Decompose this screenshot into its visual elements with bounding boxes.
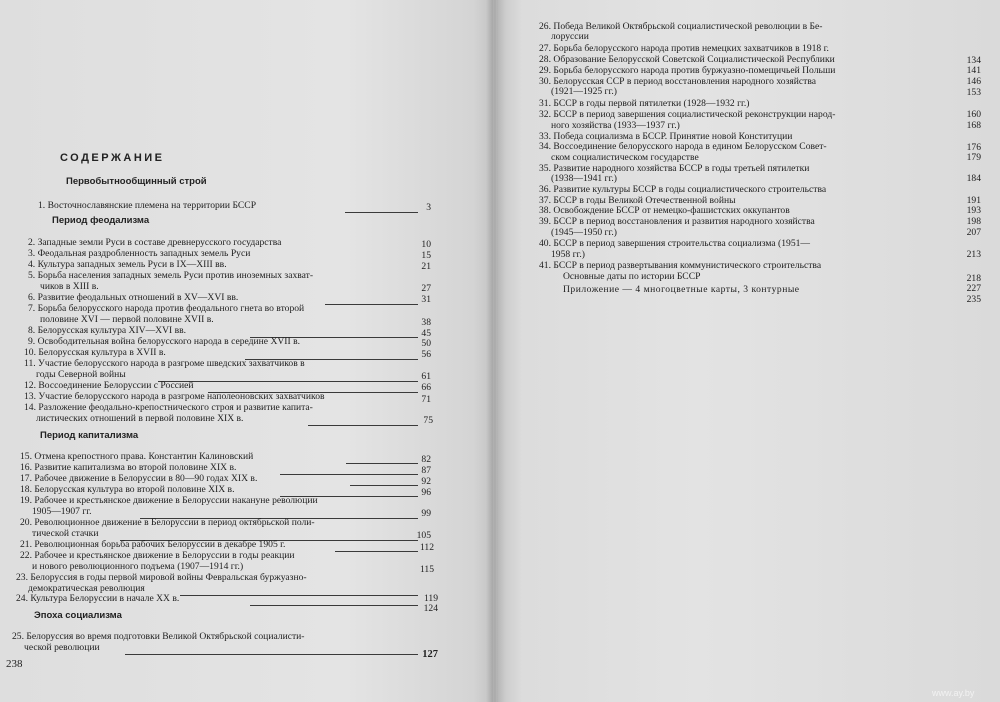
left-toc-entry-line: 24. Культура Белоруссии в начале XX в. <box>16 593 180 604</box>
toc-page-number: 227 <box>966 283 981 294</box>
left-toc-entry-line: 4. Культура западных земель Руси в IX—XIII вв. <box>28 259 227 270</box>
toc-page-number: 61 <box>421 371 431 382</box>
left-toc-entry-line: 2. Западные земли Руси в составе древнерусского государства <box>28 237 282 248</box>
toc-page-number: 146 <box>966 76 981 87</box>
right-toc-entry-line: 34. Воссоединение белорусского народа в едином Белорусском Совет- <box>539 141 827 152</box>
right-toc-entry-line: ного хозяйства (1933—1937 гг.) <box>551 120 680 131</box>
section-capitalism-heading: Период капитализма <box>40 430 139 441</box>
leader-rule <box>325 304 418 305</box>
toc-page-number: 198 <box>966 216 981 227</box>
right-toc-entry-line: 1958 гг.) <box>551 249 585 260</box>
toc-page-number: 176 <box>966 142 981 153</box>
toc-page-number: 191 <box>966 195 981 206</box>
toc-page-number: 207 <box>966 227 981 238</box>
right-toc-entry-line: 32. БССР в период завершения социалистической реконструкции народ- <box>539 109 836 120</box>
left-toc-entry-line: 21. Революционная борьба рабочих Белоруссии в декабре 1905 г. <box>20 539 286 550</box>
right-toc-entry-line: 35. Развитие народного хозяйства БССР в годы третьей пятилетки <box>539 163 810 174</box>
toc-page-number: 184 <box>966 173 981 184</box>
left-toc-entry-line: 5. Борьба населения западных земель Руси против иноземных захват- <box>28 270 314 281</box>
toc-page-number: 119 <box>423 593 438 604</box>
toc-page-number: 56 <box>421 349 431 360</box>
toc-page-number: 45 <box>421 328 431 339</box>
contents-heading: СОДЕРЖАНИЕ <box>60 152 165 164</box>
toc-page-number: 193 <box>966 205 981 216</box>
leader-rule <box>250 605 418 606</box>
right-toc-entry-line: ском социалистическом государстве <box>551 152 699 163</box>
left-toc-entry-line: 20. Революционное движение в Белоруссии в период октябрьской поли- <box>20 517 315 528</box>
left-toc-entry-line: 25. Белоруссия во время подготовки Великой Октябрьской социалисти- <box>12 631 305 642</box>
left-toc-entry-line: 1905—1907 гг. <box>32 506 92 517</box>
right-toc-entry-line: 31. БССР в годы первой пятилетки (1928—1932 гг.) <box>539 98 750 109</box>
book-gutter <box>486 0 506 702</box>
left-toc-entry-line: 3. Феодальная раздробленность западных земель Руси <box>28 248 251 259</box>
leader-rule <box>158 381 418 382</box>
toc-page-number: 66 <box>421 382 431 393</box>
right-toc-entry-line: 37. БССР в годы Великой Отечественной войны <box>539 195 736 206</box>
left-toc-entry-line: 15. Отмена крепостного права. Константин Калиновский <box>20 451 254 462</box>
right-toc-entry-line: 26. Победа Великой Октябрьской социалистической революции в Бе- <box>539 21 823 32</box>
leader-rule <box>280 474 418 475</box>
left-toc-entry-line: 9. Освободительная война белорусского народа в середине XVII в. <box>28 336 301 347</box>
leader-rule <box>180 595 418 596</box>
left-toc-entry-line: 13. Участие белорусского народа в разгроме наполеоновских захватчиков <box>24 391 325 402</box>
toc-page-number: 99 <box>421 508 431 519</box>
toc-page-number: 160 <box>966 109 981 120</box>
toc-page-number: 213 <box>966 249 981 260</box>
right-toc-entry-line: (1921—1925 гг.) <box>551 86 617 97</box>
left-toc-entry-line: демократическая революция <box>28 583 145 594</box>
toc-page-number: 15 <box>421 250 431 261</box>
left-toc-entry-line: 1. Восточнославянские племена на территории БССР <box>38 200 257 211</box>
right-toc-entry-line: 30. Белорусская ССР в период восстановления народного хозяйства <box>539 76 817 87</box>
left-toc-entry-line: 11. Участие белорусского народа в разгроме шведских захватчиков в <box>24 358 305 369</box>
toc-page-number: 96 <box>421 487 431 498</box>
right-toc-entry-line: (1945—1950 гг.) <box>551 227 617 238</box>
toc-page-number: 105 <box>416 530 431 541</box>
toc-page-number: 168 <box>966 120 981 131</box>
toc-page-number: 134 <box>966 55 981 66</box>
left-toc-entry-line: и нового революционного подъема (1907—1914 гг.) <box>32 561 244 572</box>
leader-rule <box>335 551 418 552</box>
left-toc-entry-line: 17. Рабочее движение в Белоруссии в 80—90 годах XIX в. <box>20 473 258 484</box>
left-toc-entry-line: 10. Белорусская культура в XVII в. <box>24 347 166 358</box>
left-toc-entry-line: листических отношений в первой половине XIX в. <box>36 413 244 424</box>
toc-page-number: 21 <box>421 261 431 272</box>
section-feudal-heading: Период феодализма <box>52 215 150 226</box>
right-toc-entry-line: 33. Победа социализма в БССР. Принятие новой Конституции <box>539 131 793 142</box>
toc-page-number: 87 <box>421 465 431 476</box>
left-toc-entry-line: 7. Борьба белорусского народа против феодального гнета во второй <box>28 303 305 314</box>
section-socialism-heading: Эпоха социализма <box>34 610 122 621</box>
right-toc-entry-line: 36. Развитие культуры БССР в годы социалистического строительства <box>539 184 827 195</box>
toc-page-number: 124 <box>423 603 438 614</box>
left-toc-entry-line: 14. Разложение феодально-крепостнического строя и развитие капита- <box>24 402 313 413</box>
left-toc-entry-line: 23. Белоруссия в годы первой мировой войны Февральская буржуазно- <box>16 572 307 583</box>
toc-page-number: 153 <box>966 87 981 98</box>
toc-page-number: 75 <box>423 415 433 426</box>
toc-page-number: 235 <box>966 294 981 305</box>
toc-page-number: 27 <box>421 283 431 294</box>
toc-page-number: 50 <box>421 338 431 349</box>
right-toc-entry-line: Основные даты по истории БССР <box>563 271 701 282</box>
toc-page-number: 31 <box>421 294 431 305</box>
left-page <box>0 0 493 702</box>
section-primitive-heading: Первобытнообщинный строй <box>66 176 207 187</box>
left-toc-entry-line: 22. Рабочее и крестьянское движение в Белоруссии в годы реакции <box>20 550 295 561</box>
right-toc-entry-line: 29. Борьба белорусского народа против буржуазно-помещичьей Польши <box>539 65 836 76</box>
left-toc-entry-line: 12. Воссоединение Белоруссии с Россией <box>24 380 194 391</box>
toc-page-number: 10 <box>421 239 431 250</box>
right-toc-entry-line: 38. Освобождение БССР от немецко-фашистских оккупантов <box>539 205 790 216</box>
left-toc-entry-line: годы Северной войны <box>36 369 126 380</box>
right-toc-entry-line: 39. БССР в период восстановления и развития народного хозяйства <box>539 216 815 227</box>
left-toc-entry-line: 18. Белорусская культура во второй половине XIX в. <box>20 484 235 495</box>
watermark: www.ay.by <box>932 688 975 698</box>
right-toc-entry-line: 27. Борьба белорусского народа против немецких захватчиков в 1918 г. <box>539 43 829 54</box>
left-toc-entry-line: тической стачки <box>32 528 99 539</box>
leader-rule <box>308 425 418 426</box>
page-number: 238 <box>6 658 23 670</box>
left-toc-entry-line: ческой революции <box>24 642 100 653</box>
left-toc-entry-line: чиков в XIII в. <box>40 281 99 292</box>
toc-page-number: 112 <box>419 542 434 553</box>
left-toc-entry-line: половине XVI — первой половине XVII в. <box>40 314 214 325</box>
left-toc-entry-line: 8. Белорусская культура XIV—XVI вв. <box>28 325 187 336</box>
left-toc-entry-line: 6. Развитие феодальных отношений в XV—XVI вв. <box>28 292 239 303</box>
right-page <box>497 0 1000 702</box>
toc-page-number: 115 <box>419 564 434 575</box>
right-toc-entry-line: (1938—1941 гг.) <box>551 173 617 184</box>
left-toc-entry-line: 16. Развитие капитализма во второй половине XIX в. <box>20 462 237 473</box>
toc-page-number: 127 <box>422 649 438 660</box>
leader-rule <box>125 654 418 655</box>
toc-page-number: 38 <box>421 317 431 328</box>
right-toc-entry-line: 40. БССР в период завершения строительства социализма (1951— <box>539 238 811 249</box>
right-toc-entry-line: 41. БССР в период развертывания коммунистического строительства <box>539 260 822 271</box>
toc-page-number: 179 <box>966 152 981 163</box>
left-toc-entry-line: 19. Рабочее и крестьянское движение в Белоруссии накануне революции <box>20 495 318 506</box>
toc-page-number: 218 <box>966 273 981 284</box>
toc-page-number: 71 <box>421 394 431 405</box>
right-toc-entry-line: лоруссии <box>551 31 589 42</box>
toc-page-number: 3 <box>426 202 431 213</box>
toc-page-number: 141 <box>966 65 981 76</box>
right-toc-entry-line: 28. Образование Белорусской Советской Социалистической Республики <box>539 54 835 65</box>
toc-page-number: 92 <box>421 476 431 487</box>
toc-page-number: 82 <box>421 454 431 465</box>
right-appendix-note: Приложение — 4 многоцветные карты, 3 контурные <box>563 284 800 295</box>
